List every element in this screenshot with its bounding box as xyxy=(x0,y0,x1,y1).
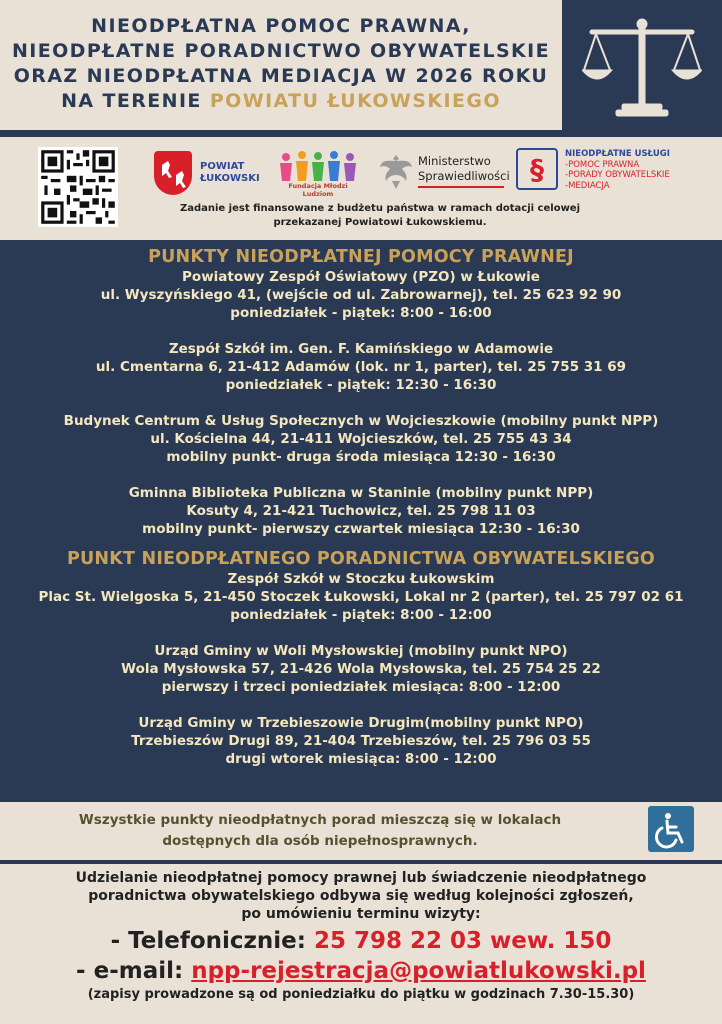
point-hours: poniedziałek - piątek: 8:00 - 12:00 xyxy=(230,607,492,623)
divider-band xyxy=(0,130,722,137)
main-panel xyxy=(0,240,722,802)
point-address: ul. Cmentarna 6, 21-412 Adamów (lok. nr 1, parter), tel. 25 755 31 69 xyxy=(95,359,627,375)
funding-note: Zadanie jest finansowane z budżetu państwa w ramach dotacji celowej przekazanej Powiatowi Łukowskiemu. xyxy=(179,203,581,228)
point-name: Gminna Biblioteka Publiczna w Staninie (mobilny punkt NPP) xyxy=(128,485,594,501)
point-address: ul. Kościelna 44, 21-411 Wojcieszków, tel. 25 755 43 34 xyxy=(150,431,572,447)
svg-text:§: § xyxy=(530,153,544,186)
ministerstwo-label: Ministerstwo Sprawiedliwości xyxy=(418,154,510,183)
email-line: - e-mail: npp-rejestracja@powiatlukowski.pl xyxy=(76,958,646,984)
email-link[interactable]: npp-rejestracja@powiatlukowski.pl xyxy=(191,958,646,984)
scales-of-justice-icon xyxy=(582,14,702,118)
wheelchair-icon xyxy=(648,806,694,852)
nu-label: NIEODPŁATNE USŁUGI -POMOC PRAWNA -PORADY OBYWATELSKIE -MEDIACJA xyxy=(565,149,670,191)
powiat-crest-icon xyxy=(154,151,192,195)
point-name: Budynek Centrum & Usług Społecznych w Wojcieszkowie (mobilny punkt NPP) xyxy=(63,413,659,429)
point-name: Zespół Szkół w Stoczku Łukowskim xyxy=(227,571,495,587)
nu-logo-icon xyxy=(515,147,559,191)
eagle-icon xyxy=(378,151,414,193)
contact-section xyxy=(0,864,722,1024)
fundacja-label: Fundacja Młodzi Ludziom xyxy=(288,182,348,198)
phone-line: - Telefonicznie: 25 798 22 03 wew. 150 xyxy=(110,928,612,954)
point-hours: mobilny punkt- pierwszy czwartek miesiąca 12:30 - 16:30 xyxy=(142,521,580,537)
npp-section-title: PUNKTY NIEODPŁATNEJ POMOCY PRAWNEJ xyxy=(148,247,574,267)
point-name: Urząd Gminy w Woli Mysłowskiej (mobilny punkt NPO) xyxy=(154,643,568,659)
npp-point xyxy=(0,268,722,322)
ministerstwo-underline xyxy=(418,186,504,188)
npo-point xyxy=(0,642,722,696)
npp-point xyxy=(0,340,722,394)
accessibility-note: Wszystkie punkty nieodpłatnych porad mieszczą się w lokalach dostępnych dla osób niepełnosprawnych. xyxy=(78,812,562,849)
registration-note: (zapisy prowadzone są od poniedziałku do piątku w godzinach 7.30-15.30) xyxy=(87,987,635,1002)
header xyxy=(0,0,722,137)
accessibility-section xyxy=(0,802,722,860)
logos-section xyxy=(0,137,722,240)
point-address: Trzebieszów Drugi 89, 21-404 Trzebieszów, tel. 25 796 03 55 xyxy=(131,733,591,749)
title-highlight: POWIATU ŁUKOWSKIEGO xyxy=(209,90,501,112)
powiat-logo xyxy=(154,151,260,195)
npp-point xyxy=(0,484,722,538)
npo-point xyxy=(0,570,722,624)
point-hours: mobilny punkt- druga środa miesiąca 12:30 - 16:30 xyxy=(166,449,556,465)
point-address: Wola Mysłowska 57, 21-426 Wola Mysłowska, tel. 25 754 25 22 xyxy=(121,661,601,677)
point-hours: poniedziałek - piątek: 8:00 - 16:00 xyxy=(230,305,492,321)
point-hours: poniedziałek - piątek: 12:30 - 16:30 xyxy=(225,377,497,393)
phone-number[interactable]: 25 798 22 03 wew. 150 xyxy=(313,928,612,954)
point-name: Urząd Gminy w Trzebieszowie Drugim(mobilny punkt NPO) xyxy=(138,715,584,731)
scales-panel xyxy=(562,0,722,130)
title-line: NA TERENIE POWIATU ŁUKOWSKIEGO xyxy=(61,90,501,112)
powiat-label: POWIAT ŁUKOWSKI xyxy=(200,161,260,184)
npo-point xyxy=(0,714,722,768)
point-address: Plac St. Wielgoska 5, 21-450 Stoczek Łukowski, Lokal nr 2 (parter), tel. 25 797 02 61 xyxy=(38,589,684,605)
npp-point xyxy=(0,412,722,466)
ministerstwo-logo xyxy=(378,151,508,195)
point-address: ul. Wyszyńskiego 41, (wejście od ul. Zabrowarnej), tel. 25 623 92 90 xyxy=(100,287,622,303)
point-hours: pierwszy i trzeci poniedziałek miesiąca: 8:00 - 12:00 xyxy=(161,679,561,695)
nu-logo xyxy=(515,147,715,197)
page-title xyxy=(0,14,562,114)
contact-intro: Udzielanie nieodpłatnej pomocy prawnej lub świadczenie nieodpłatnego poradnictwa obywatelskiego odbywa się według kolejności zgłoszeń, po umówieniu terminu wizyty: xyxy=(75,870,647,922)
title-line: ORAZ NIEODPŁATNA MEDIACJA W 2026 ROKU xyxy=(13,65,549,87)
point-address: Kosuty 4, 21-421 Tuchowicz, tel. 25 798 11 03 xyxy=(186,503,536,519)
qr-code[interactable] xyxy=(38,147,118,227)
npo-section-title: PUNKT NIEODPŁATNEGO PORADNICTWA OBYWATELSKIEGO xyxy=(67,549,655,569)
fundacja-logo xyxy=(276,149,360,198)
title-line: NIEODPŁATNE PORADNICTWO OBYWATELSKIE xyxy=(11,40,551,62)
point-name: Zespół Szkół im. Gen. F. Kamińskiego w Adamowie xyxy=(168,341,554,357)
qr-code-graphic xyxy=(38,147,118,227)
title-line: NIEODPŁATNA POMOC PRAWNA, xyxy=(91,15,471,37)
point-name: Powiatowy Zespół Oświatowy (PZO) w Łukowie xyxy=(182,269,540,285)
point-hours: drugi wtorek miesiąca: 8:00 - 12:00 xyxy=(225,751,497,767)
